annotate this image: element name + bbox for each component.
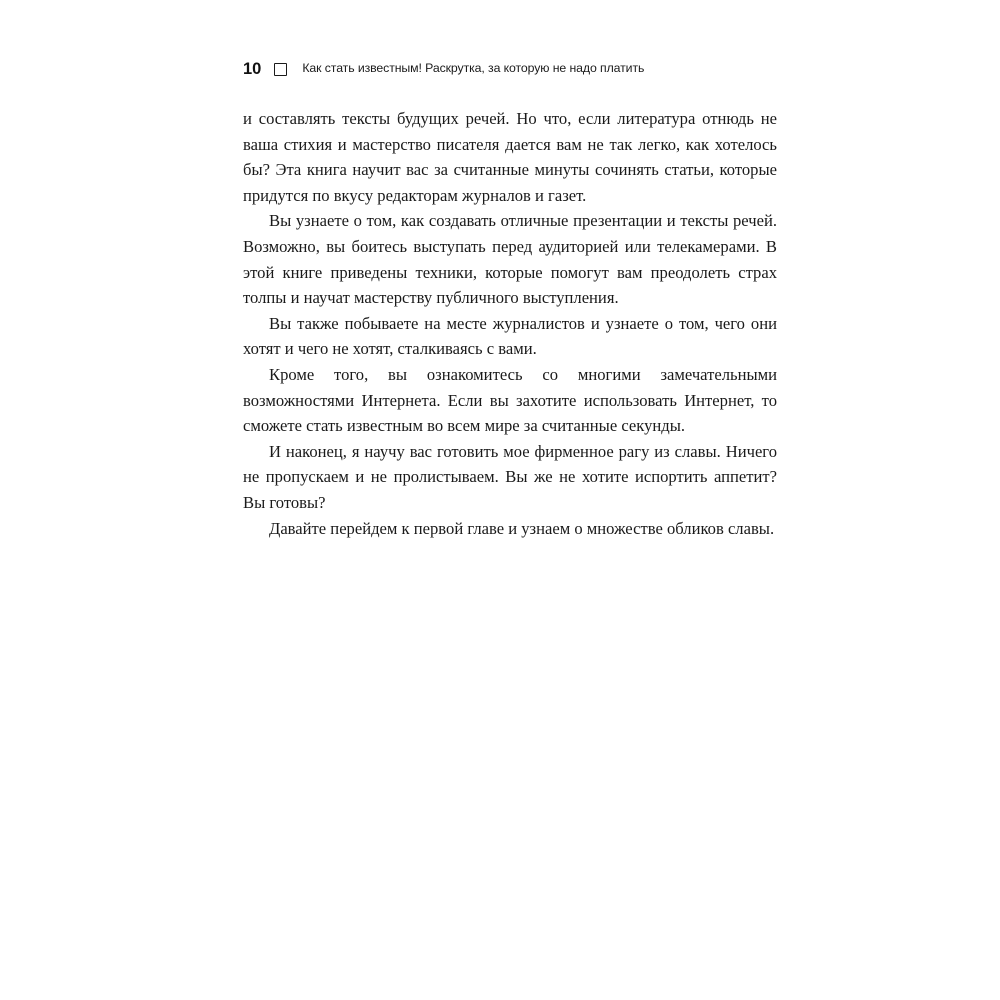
paragraph: Вы также побываете на месте журналистов и узнаете о том, чего они хотят и чего не хотят, сталкиваясь с вами. [243, 313, 777, 359]
body-text [243, 106, 777, 541]
paragraph: И наконец, я научу вас готовить мое фирменное рагу из славы. Ничего не пропускаем и не пролистываем. Вы же не хотите испортить аппетит? Вы готовы? [243, 441, 777, 512]
running-head [243, 58, 777, 80]
paragraph: Кроме того, вы ознакомитесь со многими замечательными возможностями Интернета. Если вы захотите использовать Интернет, то сможете стать известным во всем мире за считанные секунды. [243, 364, 777, 436]
paragraph: Вы узнаете о том, как создавать отличные презентации и тексты речей. Возможно, вы боитесь выступать перед аудиторией или телекамерами. В этой книге приведены техники, которые помогут вам преодолеть страх толпы и научат мастерству публичного выступления. [243, 211, 777, 308]
page-text-block [243, 58, 777, 541]
running-title: Как стать известным! Раскрутка, за которую не надо платить [302, 61, 645, 76]
paragraph: и составлять тексты будущих речей. Но что, если литература отнюдь не ваша стихия и мастерство писателя дается вам не так легко, как хотелось бы? Эта книга научит вас за считанные минуты сочинять статьи, которые придутся по вкусу редакторам журналов и газет. [243, 109, 777, 205]
page-number: 10 [243, 59, 262, 78]
square-bullet-icon [274, 63, 287, 76]
paragraph: Давайте перейдем к первой главе и узнаем о множестве обликов славы. [269, 518, 775, 538]
